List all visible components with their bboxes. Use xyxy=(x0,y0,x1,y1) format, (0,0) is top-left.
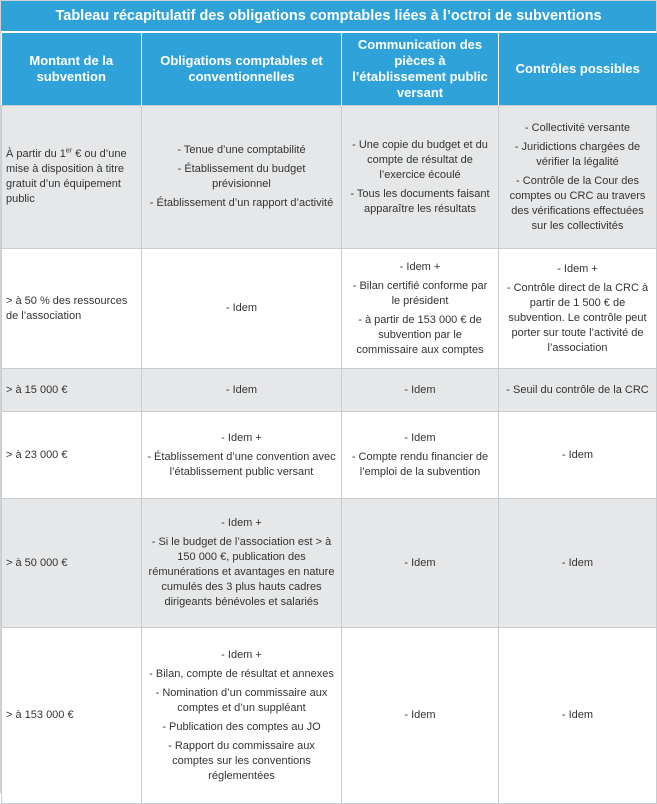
list-item: - Tenue d’une comptabilité xyxy=(177,144,306,156)
list-item: - Si le budget de l’association est > à 150 000 €, publication des rémunérations et avantages en nature cumulés des 3 plus hauts cadres dirigeants bénévoles et salariés xyxy=(148,536,335,608)
list-item: - Collectivité versante xyxy=(524,121,631,134)
list-item: - Publication des comptes au JO xyxy=(162,720,321,733)
obligations-cell xyxy=(142,628,342,804)
list-item: - Idem + xyxy=(557,262,598,275)
communication-cell xyxy=(342,106,499,249)
amount-cell: > à 23 000 € xyxy=(2,412,142,499)
amount-cell: À partir du 1er € ou d’une mise à disposition à titre gratuit d’un équipement public xyxy=(2,106,142,249)
list-item: - Seuil du contrôle de la CRC xyxy=(506,383,649,396)
amount-cell: > à 15 000 € xyxy=(2,369,142,412)
table-row xyxy=(2,106,657,249)
list-item: - Idem + xyxy=(399,260,441,273)
controls-cell xyxy=(499,412,657,499)
table-row xyxy=(2,628,657,804)
list-item: - Contrôle de la Cour des comptes ou CRC au travers des vérifications effectuées sur les collectivités xyxy=(509,174,646,232)
list-item: - Tous les documents faisant apparaître les résultats xyxy=(350,187,490,215)
list-item: - Contrôle direct de la CRC à partir de 1 500 € de subvention. Le contrôle peut porter sur toute l’activité de l’association xyxy=(506,281,649,354)
list-item: - Idem xyxy=(404,431,436,444)
list-item: - Idem xyxy=(561,709,594,721)
communication-cell xyxy=(342,499,499,628)
table-row xyxy=(2,499,657,628)
header-row xyxy=(2,33,657,106)
list-item: - Idem + xyxy=(221,517,262,529)
header-amount: Montant de la subvention xyxy=(2,33,142,106)
list-item: - Idem xyxy=(225,302,258,314)
header-communication: Communication des pièces à l’établissement public versant xyxy=(342,33,499,106)
summary-table xyxy=(1,33,657,804)
list-item: - Nomination d’un commissaire aux comptes et d’un suppléant xyxy=(155,686,328,714)
communication-cell xyxy=(342,369,499,412)
list-item: - Compte rendu financier de l’emploi de la subvention xyxy=(351,450,489,478)
list-item: - Idem + xyxy=(221,431,262,444)
obligations-cell xyxy=(142,106,342,249)
obligations-cell xyxy=(142,412,342,499)
list-item: - Établissement du budget prévisionnel xyxy=(177,163,306,190)
list-item: - Idem xyxy=(404,709,436,721)
controls-cell xyxy=(499,499,657,628)
list-item: - Bilan, compte de résultat et annexes xyxy=(149,667,334,680)
header-controls: Contrôles possibles xyxy=(499,33,657,106)
table-row xyxy=(2,369,657,412)
controls-cell xyxy=(499,106,657,249)
amount-cell: > à 153 000 € xyxy=(2,628,142,804)
list-item: - Idem + xyxy=(221,648,262,661)
list-item: - à partir de 153 000 € de subvention par le commissaire aux comptes xyxy=(356,313,484,356)
obligations-cell xyxy=(142,249,342,369)
table-row xyxy=(2,412,657,499)
header-obligations: Obligations comptables et conventionnelles xyxy=(142,33,342,106)
obligations-cell xyxy=(142,369,342,412)
list-item: - Idem xyxy=(561,448,594,461)
controls-cell xyxy=(499,628,657,804)
list-item: - Rapport du commissaire aux comptes sur les conventions réglementées xyxy=(168,739,315,782)
amount-cell: > à 50 000 € xyxy=(2,499,142,628)
controls-cell xyxy=(499,369,657,412)
obligations-cell xyxy=(142,499,342,628)
list-item: - Idem xyxy=(404,556,436,569)
controls-cell xyxy=(499,249,657,369)
list-item: - Établissement d’un rapport d’activité xyxy=(149,197,334,209)
list-item: - Idem xyxy=(561,556,594,569)
table-title: Tableau récapitulatif des obligations comptables liées à l’octroi de subventions xyxy=(1,1,656,33)
list-item: - Établissement d’une convention avec l’établissement public versant xyxy=(147,450,336,478)
list-item: - Idem xyxy=(225,383,258,396)
table-row xyxy=(2,249,657,369)
amount-cell: > à 50 % des ressources de l’association xyxy=(2,249,142,369)
communication-cell xyxy=(342,412,499,499)
communication-cell xyxy=(342,249,499,369)
communication-cell xyxy=(342,628,499,804)
list-item: - Une copie du budget et du compte de résultat de l’exercice écoulé xyxy=(352,138,488,181)
list-item: - Idem xyxy=(404,383,436,396)
list-item: - Bilan certifié conforme par le président xyxy=(352,279,488,307)
list-item: - Juridictions chargées de vérifier la légalité xyxy=(514,140,641,168)
